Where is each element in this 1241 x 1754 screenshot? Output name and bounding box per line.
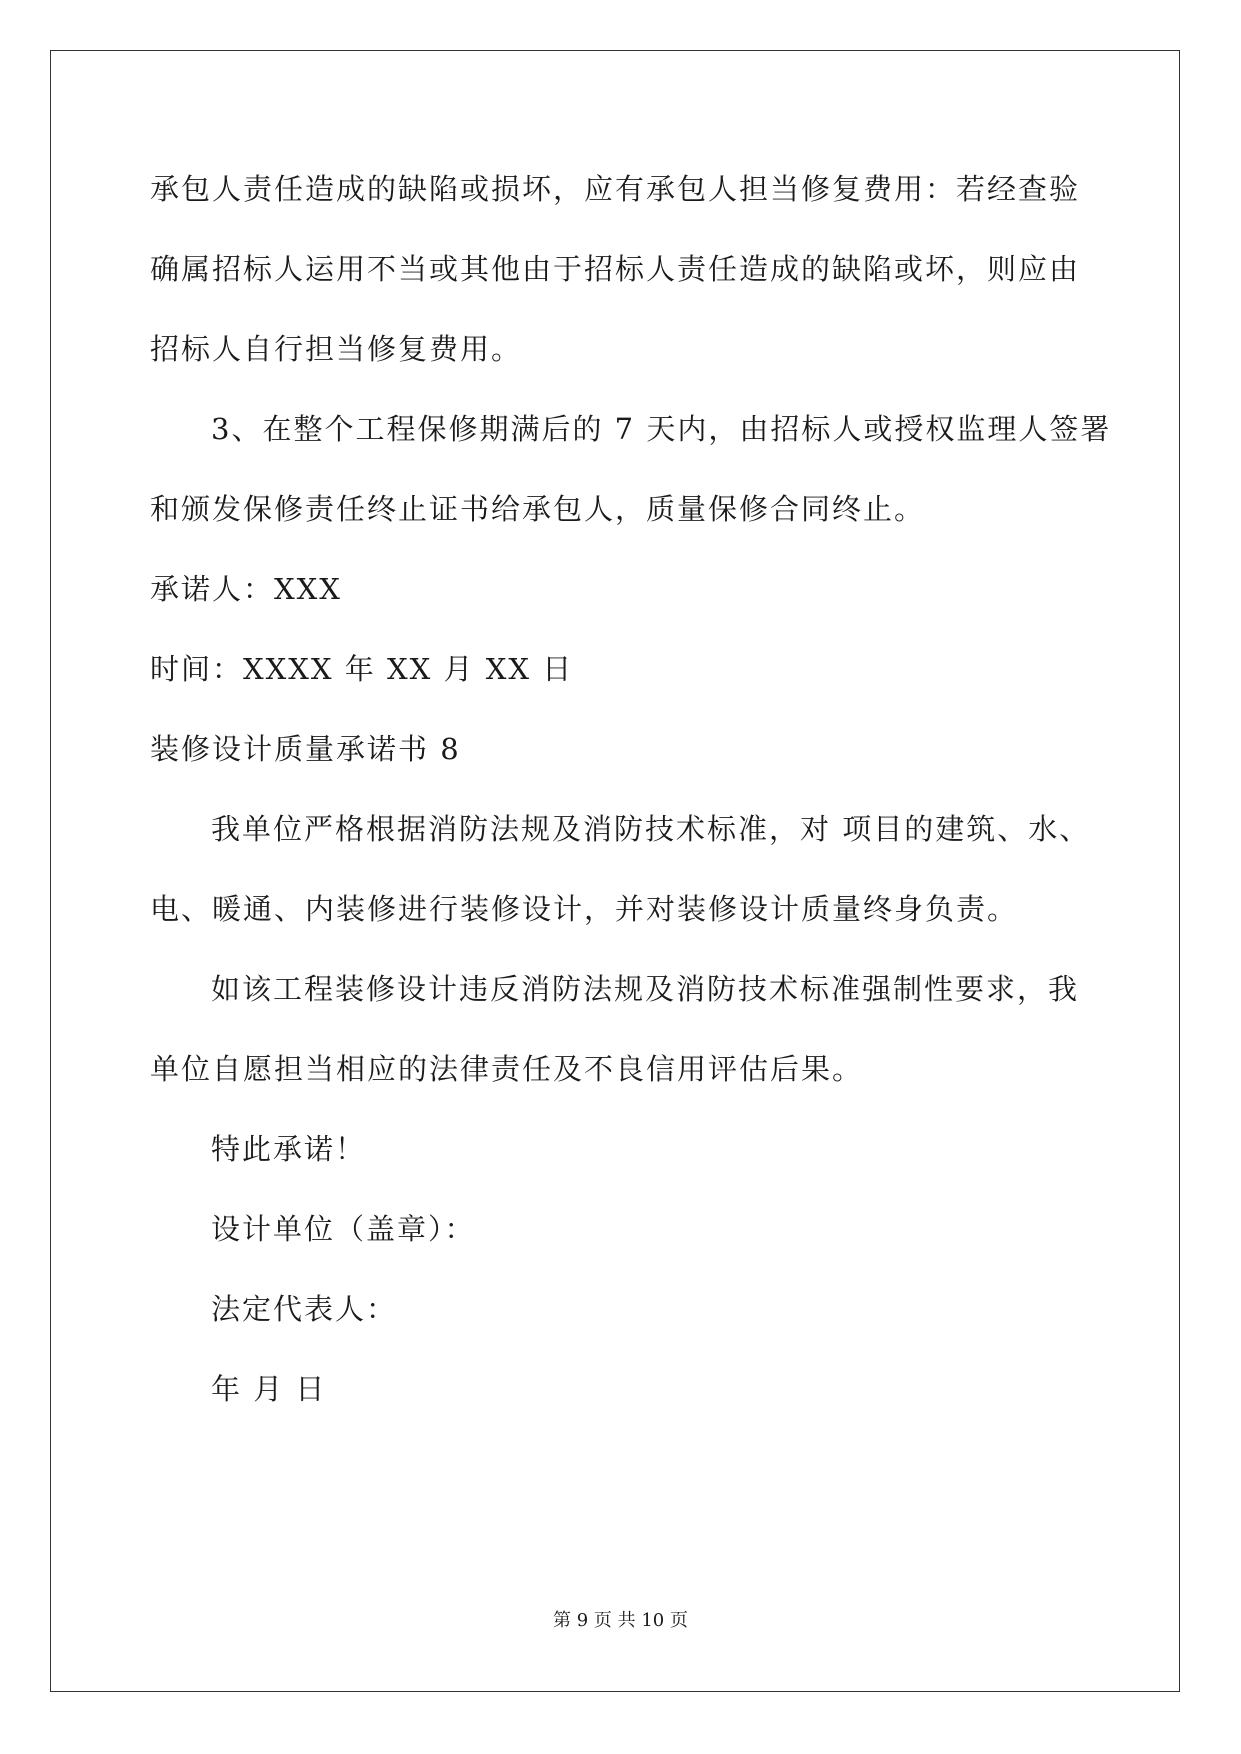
body-line-10: 电、暖通、内装修进行装修设计，并对装修设计质量终身负责。 bbox=[150, 892, 1019, 926]
body-line-9: 我单位严格根据消防法规及消防技术标准，对 项目的建筑、水、 bbox=[211, 812, 1091, 846]
section-title: 装修设计质量承诺书 8 bbox=[150, 732, 461, 766]
body-line-11: 如该工程装修设计违反消防法规及消防技术标准强制性要求，我 bbox=[211, 972, 1080, 1006]
body-line-5: 和颁发保修责任终止证书给承包人，质量保修合同终止。 bbox=[150, 492, 926, 526]
date-line: 时间：XXXX 年 XX 月 XX 日 bbox=[150, 652, 574, 686]
page-border bbox=[50, 50, 1180, 1692]
closing-statement: 特此承诺！ bbox=[211, 1132, 367, 1166]
page-number-footer: 第 9 页 共 10 页 bbox=[553, 1610, 688, 1631]
body-line-3: 招标人自行担当修复费用。 bbox=[150, 332, 523, 366]
design-unit-line: 设计单位（盖章）： bbox=[211, 1212, 476, 1246]
body-line-4: 3、在整个工程保修期满后的 7 天内，由招标人或授权监理人签署 bbox=[211, 412, 1112, 446]
promisor-line: 承诺人：XXX bbox=[150, 572, 342, 606]
sign-date-line: 年 月 日 bbox=[211, 1372, 327, 1406]
body-line-12: 单位自愿担当相应的法律责任及不良信用评估后果。 bbox=[150, 1052, 864, 1086]
body-line-2: 确属招标人运用不当或其他由于招标人责任造成的缺陷或坏，则应由 bbox=[150, 252, 1081, 286]
legal-representative-line: 法定代表人： bbox=[211, 1292, 398, 1326]
body-line-1: 承包人责任造成的缺陷或损坏，应有承包人担当修复费用：若经查验 bbox=[150, 172, 1081, 206]
